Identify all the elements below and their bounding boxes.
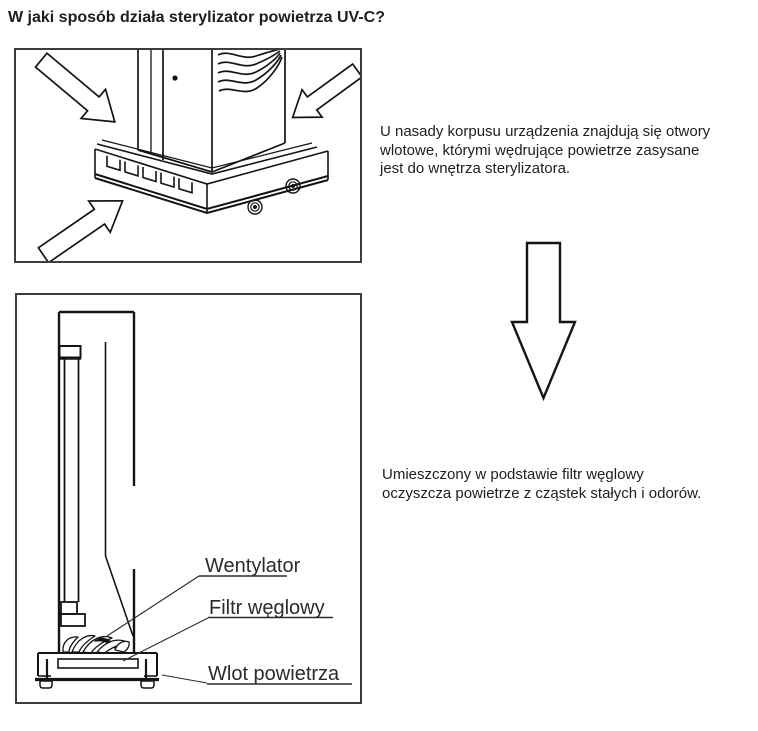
fan-leader-line	[107, 576, 199, 636]
column-hole-dot	[172, 75, 177, 80]
intake-diagram	[16, 50, 360, 261]
carbon-filter-label: Filtr węglowy	[209, 597, 325, 619]
airflow-arrow-top-left-icon	[29, 50, 127, 136]
fan-impeller	[62, 636, 133, 653]
cross-section-panel	[15, 293, 362, 704]
base-intake-slots	[107, 156, 192, 193]
foot-right	[141, 681, 154, 688]
text-line: Umieszczony w podstawie filtr węglowy	[382, 466, 644, 483]
carbon-filter-slab	[58, 659, 138, 668]
intake-diagram-panel	[14, 48, 362, 263]
cross-section-diagram	[17, 295, 360, 702]
text-line: oczyszcza powietrze z cząstek stałych i odorów.	[382, 484, 702, 502]
inner-baffle	[106, 342, 134, 636]
foot-left	[40, 681, 52, 688]
text-line: U nasady korpusu urządzenia znajdują się otwory	[380, 123, 711, 140]
base-bracket	[35, 653, 159, 688]
vent-grille-icon	[218, 50, 282, 91]
air-inlet-label: Wlot powietrza	[208, 663, 340, 685]
intake-description	[380, 123, 710, 179]
uv-lamp-tube	[59, 346, 85, 626]
fan-label: Wentylator	[205, 555, 301, 577]
filter-leader-line	[123, 618, 208, 661]
airflow-arrow-bottom-left-icon	[33, 185, 134, 261]
airflow-arrow-top-right-icon	[283, 57, 360, 132]
text-line: jest do wnętrza sterylizatora.	[380, 160, 571, 177]
air-inlet-leader-line	[162, 675, 207, 683]
down-arrow-icon	[505, 241, 585, 403]
page-title: W jaki sposób działa sterylizator powietrza UV-C?	[8, 9, 385, 26]
text-line: wlotowe, którymi wędrujące powietrze zasysane	[380, 141, 700, 159]
filter-description	[382, 466, 701, 503]
